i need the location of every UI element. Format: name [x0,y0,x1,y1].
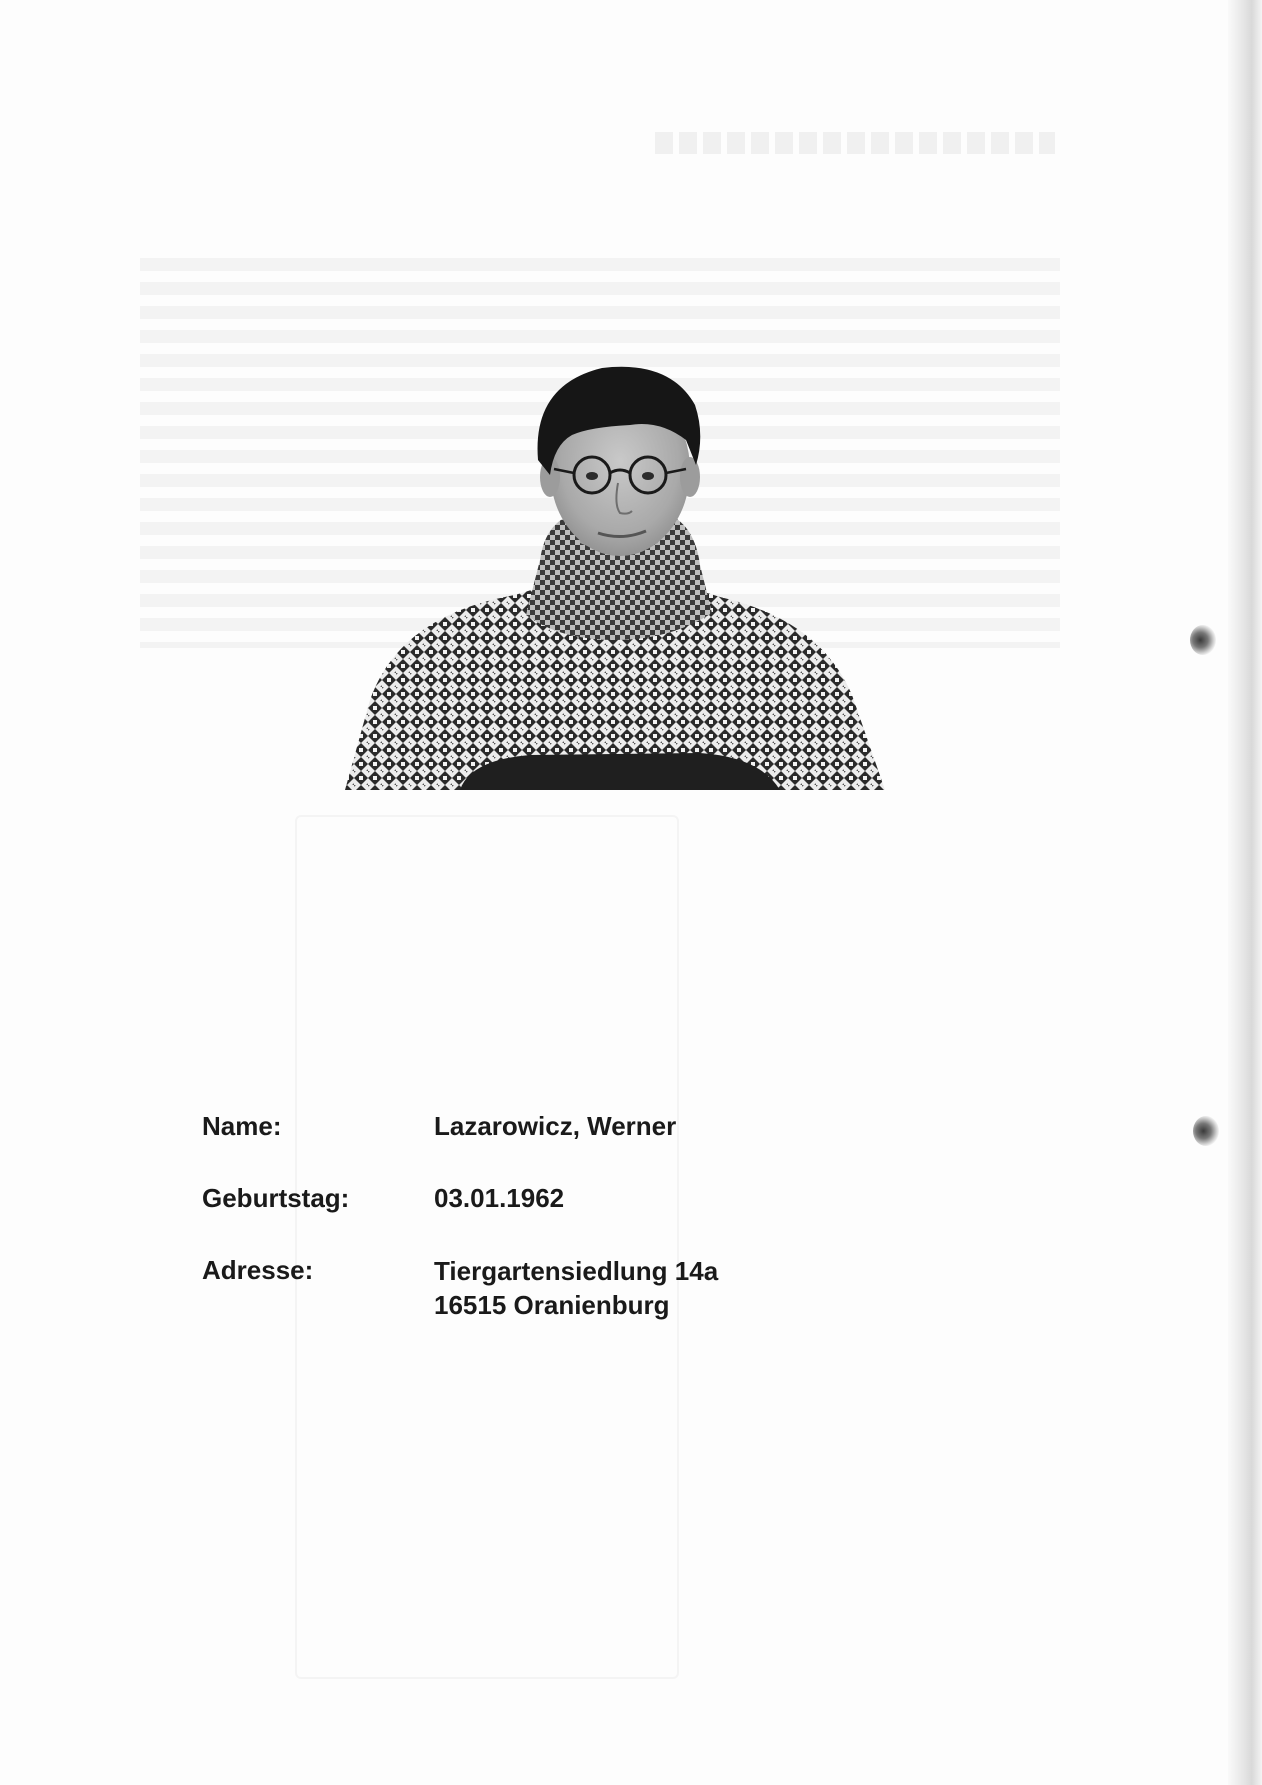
field-label: Adresse: [202,1255,314,1285]
field-value [434,1254,718,1322]
address-street: Tiergartensiedlung 14a [434,1256,719,1286]
field-value: 03.01.1962 [434,1183,565,1213]
bleed-through-heading [655,132,1055,154]
field-label: Name: [202,1111,282,1141]
field-value: Lazarowicz, Werner [434,1111,677,1141]
scan-edge-shadow [1228,0,1262,1785]
portrait-photo [340,365,895,790]
personal-data-block [202,1110,902,1362]
field-address [202,1254,902,1322]
field-label: Geburtstag: [202,1183,350,1213]
punch-hole-upper [1190,625,1216,655]
field-birthday [202,1182,902,1214]
field-name [202,1110,902,1142]
punch-hole-lower [1193,1116,1219,1146]
address-city: 16515 Oranienburg [434,1290,670,1320]
